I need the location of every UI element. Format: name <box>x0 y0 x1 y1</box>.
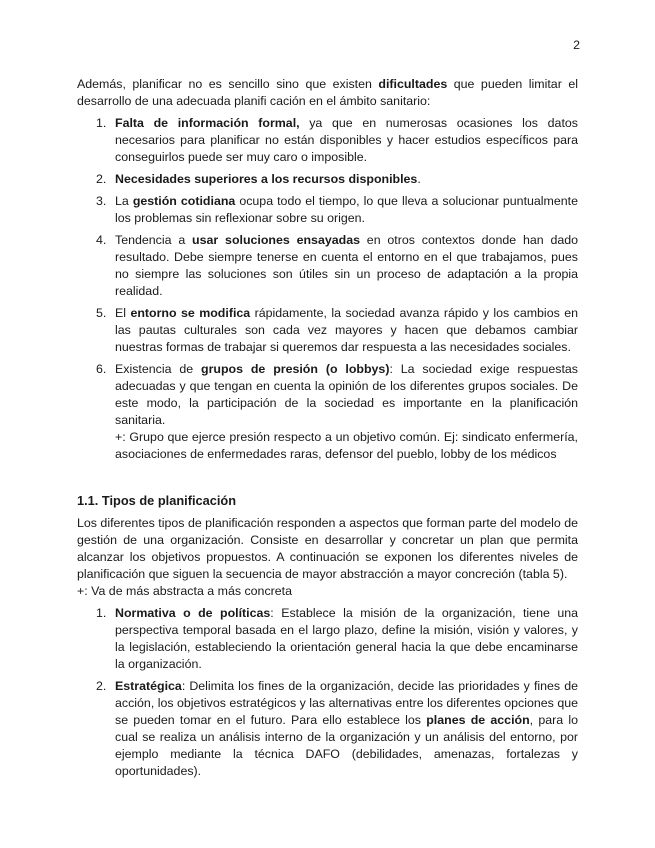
list-item: 2. Estratégica: Delimita los fines de la organización, decide las prioridades y fines de acción, los objetivos estratégicos y las alternativas entre los diferentes opciones que se pueden tomar en el futuro. Para ello establece los planes de acción, para lo cual se realiza un análisis interno de la organización y un análisis del entorno, por ejemplo mediante la técnica DAFO (debilidades, amenazas, fortalezas y oportunidades). <box>96 679 578 778</box>
list-item: 1. Falta de información formal, ya que en numerosas ocasiones los datos necesarios para planificar no están disponibles y hacer estudios específicos para conseguirlos puede ser muy caro o imposible. <box>96 116 578 164</box>
list-item: 6. Existencia de grupos de presión (o lobbys): La sociedad exige respuestas adecuadas y que tengan en cuenta la opinión de los diferentes grupos sociales. De este modo, la participación de la sociedad es importante en la planificación sanitaria. +: Grupo que ejerce presión respecto a un objetivo común. Ej: sindicato enfermería, asociaciones de enfermedades raras, defensor del pueblo, lobby de los médicos <box>96 362 578 461</box>
difficulties-list <box>77 115 578 463</box>
list-item: 4. Tendencia a usar soluciones ensayadas en otros contextos donde han dado resultado. Debe siempre tenerse en cuenta el entorno en el que trabajamos, pues no siempre las soluciones son útiles sin un proceso de adaptación a la propia realidad. <box>96 233 579 298</box>
list-item: 5. El entorno se modifica rápidamente, la sociedad avanza rápido y los cambios en las pautas culturales son cada vez mayores y hacen que debamos cambiar nuestras formas de trabajar si queremos dar respuesta a las necesidades sociales. <box>96 306 578 354</box>
list-item: 1. Normativa o de políticas: Establece la misión de la organización, tiene una perspectiva temporal basada en el largo plazo, define la misión, visión y valores, y la legislación, estableciendo la orientación general hacia la que debe encaminarse la organización. <box>96 606 578 671</box>
planning-levels-list <box>77 605 578 780</box>
section-paragraph: Los diferentes tipos de planificación responden a aspectos que forman parte del modelo de gestión de una organización. Consiste en desarrollar y concretar un plan que permita alcanzar los objetivos propuestos. A continuación se exponen los diferentes niveles de planificación que siguen la secuencia de mayor abstracción a mayor concreción (tabla 5). <box>77 516 578 581</box>
list-item: 3. La gestión cotidiana ocupa todo el tiempo, lo que lleva a solucionar puntualmente los problemas sin reflexionar sobre su origen. <box>96 194 578 225</box>
intro-paragraph: Además, planificar no es sencillo sino que existen dificultades que pueden limitar el desarrollo de una adecuada planifi cación en el ámbito sanitario: <box>77 77 578 108</box>
list-item-note: +: Grupo que ejerce presión respecto a un objetivo común. Ej: sindicato enfermería, asociaciones de enfermedades raras, defensor del pueblo, lobby de los médicos <box>115 430 578 461</box>
page-number: 2 <box>573 38 580 52</box>
section-heading: 1.1. Tipos de planificación <box>77 493 237 508</box>
list-item: 2. Necesidades superiores a los recursos disponibles. <box>96 172 421 186</box>
section-note: +: Va de más abstracta a más concreta <box>77 584 292 598</box>
page-content <box>77 76 578 785</box>
